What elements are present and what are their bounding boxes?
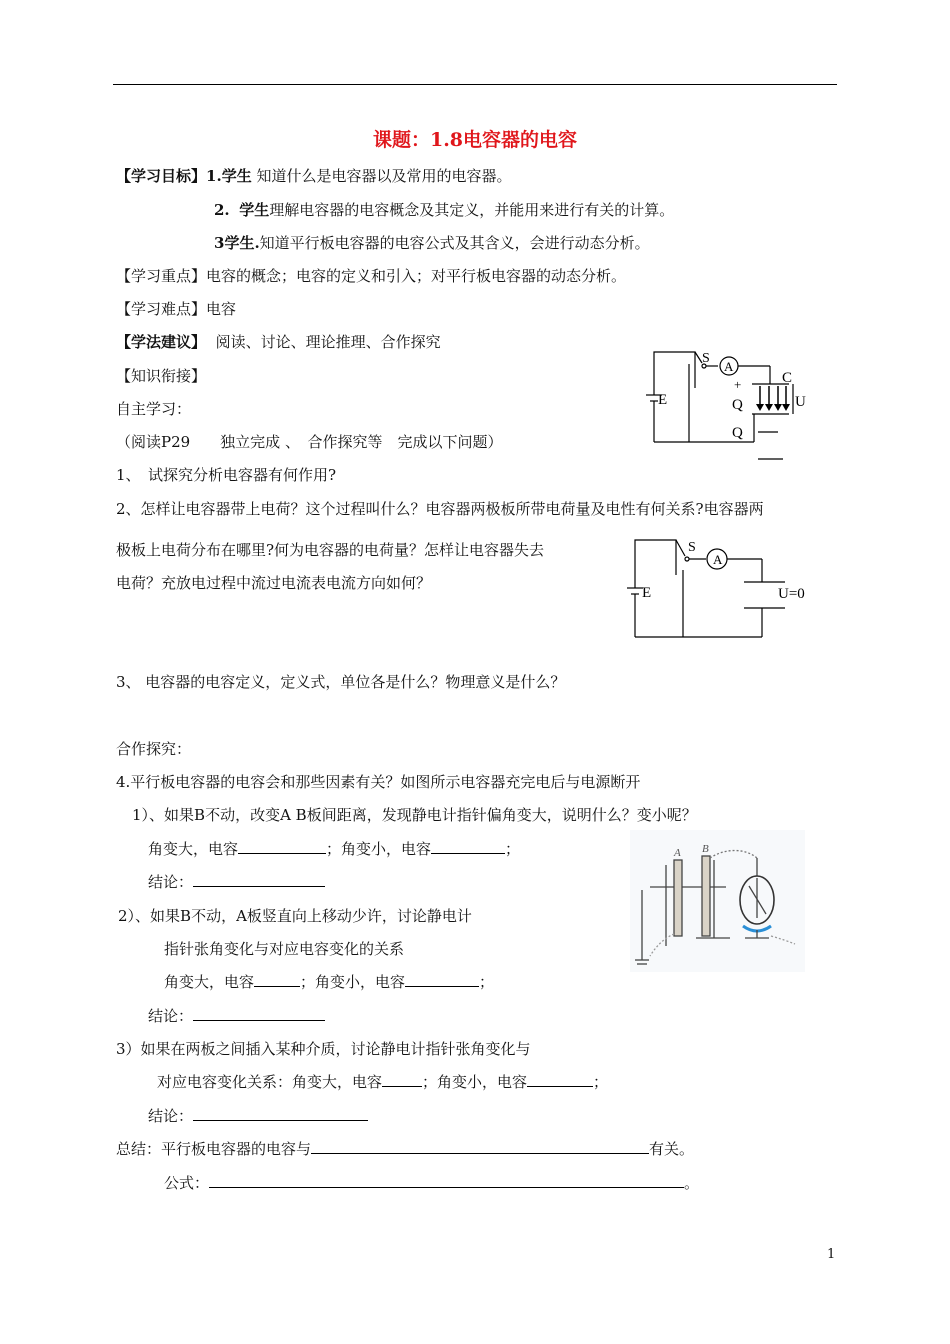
answer-blank[interactable] <box>527 1072 593 1087</box>
battery-label: E <box>642 585 652 601</box>
sub-1-fill-a: 角变大，电容 <box>148 840 239 858</box>
ammeter-label: A <box>713 552 723 567</box>
difficulty-text: 电容 <box>206 300 237 318</box>
question-3: 3、 电容器的电容定义，定义式，单位各是什么？物理意义是什么？ <box>116 673 566 691</box>
answer-blank[interactable] <box>193 1106 368 1121</box>
electrometer-apparatus-image <box>630 830 805 972</box>
key-points <box>116 265 626 286</box>
battery-label: E <box>658 392 668 408</box>
voltage-label: U <box>795 394 806 410</box>
connection-label: 【知识衔接】 <box>116 367 207 385</box>
summary-end: 有关。 <box>649 1140 695 1158</box>
objective-2-subject: 学生 <box>239 201 270 219</box>
sub-1-fill-line <box>148 838 520 859</box>
top-rule <box>113 84 837 85</box>
summary-line <box>116 1138 694 1159</box>
answer-blank[interactable] <box>382 1072 422 1087</box>
conclusion-label: 结论： <box>148 873 194 891</box>
sub-question-3-line-1: 3）如果在两板之间插入某种介质，讨论静电计指针张角变化与 <box>116 1040 531 1058</box>
sub-1-fill-end: ； <box>505 840 521 858</box>
plate-b-label: B <box>702 843 709 855</box>
sub-question-2-line-2: 指针张角变化与对应电容变化的关系 <box>164 940 405 958</box>
answer-blank[interactable] <box>254 972 300 987</box>
answer-blank[interactable] <box>405 972 479 987</box>
conclusion-label: 结论： <box>148 1007 194 1025</box>
sub-2-fill-line <box>164 971 494 992</box>
ammeter-label: A <box>724 359 734 374</box>
objective-1-text: 知道什么是电容器以及常用的电容器。 <box>256 167 512 185</box>
objective-line-3 <box>214 232 650 253</box>
objective-3-num: 3 <box>214 234 225 252</box>
sub-3-fill-b: ；角变小，电容 <box>422 1073 528 1091</box>
method <box>116 331 441 352</box>
question-2-line-3: 电荷？充放电过程中流过电流表电流方向如何？ <box>116 574 432 592</box>
capacitor-label: C <box>782 370 793 386</box>
conclusion-label: 结论： <box>148 1107 194 1125</box>
sub-1-fill-b: ；角变小，电容 <box>326 840 432 858</box>
sub-1-conclusion <box>148 871 325 892</box>
key-points-label: 【学习重点】 <box>116 267 207 285</box>
sub-2-fill-a: 角变大，电容 <box>164 973 255 991</box>
charge-q-bottom: Q <box>732 425 743 441</box>
method-text: 阅读、讨论、理论推理、合作探究 <box>215 333 441 351</box>
objective-2-num: 2. <box>214 201 230 219</box>
page-title: 课题：1.8电容器的电容 <box>372 129 578 151</box>
key-points-text: 电容的概念；电容的定义和引入；对平行板电容器的动态分析。 <box>206 267 627 285</box>
question-4: 4.平行板电容器的电容会和那些因素有关？如图所示电容器充完电后与电源断开 <box>116 773 641 791</box>
coop-heading: 合作探究： <box>116 740 192 758</box>
switch-label: S <box>702 351 710 366</box>
objective-1-num: 1. <box>206 167 222 185</box>
objective-2-text: 理解电容器的电容概念及其定义，并能用来进行有关的计算。 <box>269 201 675 219</box>
objective-line-1 <box>116 165 512 186</box>
sub-3-fill-end: ； <box>593 1073 609 1091</box>
question-1: 1、 试探究分析电容器有何作用? <box>116 466 337 484</box>
sub-3-conclusion <box>148 1105 368 1126</box>
charging-circuit-diagram <box>640 340 820 468</box>
objective-1-subject: 学生 <box>221 167 252 185</box>
objective-line-2 <box>214 199 674 220</box>
difficulty-label: 【学习难点】 <box>116 300 207 318</box>
answer-blank[interactable] <box>431 839 505 854</box>
sub-2-fill-end: ； <box>479 973 495 991</box>
charge-q-top: Q <box>732 397 743 413</box>
sub-2-conclusion <box>148 1005 325 1026</box>
sub-3-fill-line <box>157 1071 608 1092</box>
question-2-line-2: 极板上电荷分布在哪里?何为电容器的电荷量？怎样让电容器失去 <box>116 541 545 559</box>
sub-3-fill-a: 对应电容变化关系：角变大，电容 <box>157 1073 383 1091</box>
formula-end: 。 <box>684 1174 700 1192</box>
sub-question-1: 1）、如果B不动，改变A B板间距离，发现静电计指针偏角变大，说明什么？变小呢？ <box>132 806 697 824</box>
answer-blank[interactable] <box>209 1173 684 1188</box>
objectives-label: 【学习目标】 <box>116 167 207 185</box>
question-2-line-1: 2、怎样让电容器带上电荷？这个过程叫什么？电容器两极板所带电荷量及电性有何关系?电容器两 <box>116 500 764 518</box>
zero-voltage-label: U=0 <box>778 586 805 602</box>
objective-3-text: 知道平行板电容器的电容公式及其含义，会进行动态分析。 <box>259 234 650 252</box>
formula-line <box>164 1172 699 1193</box>
objective-3-subject: 学生. <box>224 234 260 252</box>
answer-blank[interactable] <box>193 1006 325 1021</box>
plate-a-label: A <box>674 847 681 859</box>
answer-blank[interactable] <box>193 872 325 887</box>
page-number: 1 <box>827 1247 836 1262</box>
difficulty <box>116 298 236 319</box>
formula-label: 公式： <box>164 1174 210 1192</box>
method-label: 【学法建议】 <box>116 333 207 351</box>
plus-sign: + <box>734 377 742 392</box>
self-study-heading: 自主学习： <box>116 400 192 418</box>
discharge-circuit-diagram <box>622 530 805 642</box>
sub-question-2-line-1: 2）、如果B不动，A板竖直向上移动少许，讨论静电计 <box>118 907 472 925</box>
switch-label: S <box>688 540 696 555</box>
self-study-instruction: （阅读P29 独立完成 、 合作探究等 完成以下问题） <box>116 433 503 451</box>
summary-label: 总结：平行板电容器的电容与 <box>116 1140 312 1158</box>
answer-blank[interactable] <box>311 1139 649 1154</box>
answer-blank[interactable] <box>238 839 326 854</box>
sub-2-fill-b: ；角变小，电容 <box>300 973 406 991</box>
